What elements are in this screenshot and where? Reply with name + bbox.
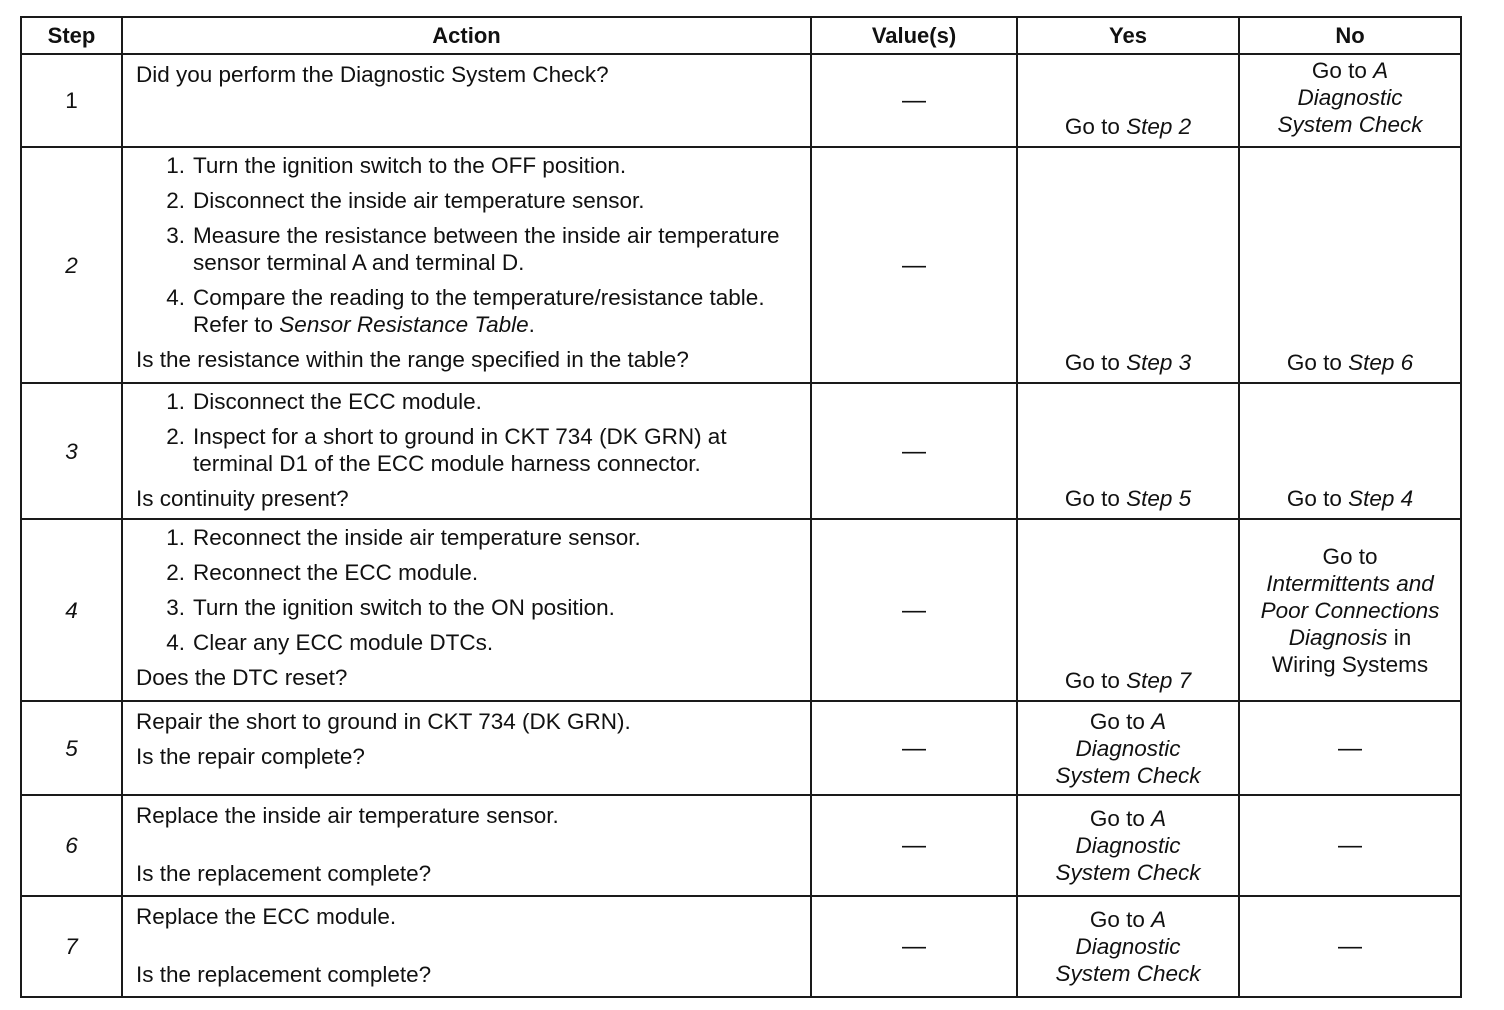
no-cell [1239,519,1461,701]
action-cell [122,54,811,147]
no-plain: Go to [1286,486,1349,511]
action-cell [122,519,811,701]
reference-link: Sensor Resistance Table [279,312,529,337]
action-text: Replace the ECC module. [136,904,397,929]
yes-cell [1017,795,1239,896]
list-item [136,388,802,415]
item-text-plain: Compare the reading to the temperature/resistance table. Refer to [193,285,765,337]
yes-link: A Diagnostic System Check [1055,907,1201,986]
value-cell: — [811,701,1017,795]
item-text: Clear any ECC module DTCs. [193,630,494,655]
action-text: Did you perform the Diagnostic System Check? [136,62,609,87]
no-cell [1239,383,1461,519]
table-row [21,147,1461,383]
action-question: Is continuity present? [136,486,349,511]
yes-cell [1017,147,1239,383]
no-link: Step 6 [1348,350,1414,375]
action-list [136,152,802,338]
no-plain: Go to [1311,58,1374,83]
item-number: 4. [166,285,185,310]
step-number: 7 [21,896,122,997]
yes-cell [1017,54,1239,147]
item-number: 4. [166,630,185,655]
header-yes: Yes [1017,17,1239,54]
no-cell [1239,54,1461,147]
item-text-end: . [528,312,535,337]
step-number: 3 [21,383,122,519]
list-item [136,423,802,477]
yes-cell [1017,383,1239,519]
header-no: No [1239,17,1461,54]
list-item [136,152,802,179]
action-question: Is the replacement complete? [136,962,432,987]
yes-plain: Go to [1089,708,1152,734]
action-text: Replace the inside air temperature sensor. [136,803,559,828]
header-values: Value(s) [811,17,1017,54]
action-question: Does the DTC reset? [136,665,348,690]
action-question: Is the resistance within the range specified in the table? [136,347,689,372]
yes-link: A Diagnostic System Check [1055,806,1201,885]
table-row [21,896,1461,997]
list-item [136,629,802,656]
yes-link: Step 7 [1126,668,1192,693]
no-plain: Go to [1322,543,1378,569]
table-row [21,701,1461,795]
step-number: 5 [21,701,122,795]
step-number: 6 [21,795,122,896]
step-number: 1 [21,54,122,147]
list-item [136,559,802,586]
action-question: Is the replacement complete? [136,861,432,886]
yes-cell [1017,896,1239,997]
no-cell [1239,147,1461,383]
action-list [136,388,802,477]
table-row [21,795,1461,896]
action-text: Repair the short to ground in CKT 734 (DK GRN). [136,709,631,734]
yes-plain: Go to [1064,486,1127,511]
item-number: 2. [166,424,185,449]
yes-cell [1017,701,1239,795]
diagnostic-table [20,16,1462,998]
header-step: Step [21,17,122,54]
value-cell: — [811,54,1017,147]
item-text: Reconnect the inside air temperature sensor. [193,525,641,550]
no-cell: — [1239,896,1461,997]
yes-plain: Go to [1089,806,1152,831]
item-text: Turn the ignition switch to the OFF position. [193,153,627,178]
table-row [21,383,1461,519]
action-wrap [136,802,802,887]
item-text: Disconnect the inside air temperature sensor. [193,188,645,213]
list-item [136,284,802,338]
yes-link: Step 3 [1126,350,1192,375]
yes-plain: Go to [1064,114,1127,139]
item-number: 1. [166,153,185,178]
step-number: 2 [21,147,122,383]
value-cell: — [811,795,1017,896]
table-row [21,54,1461,147]
item-number: 1. [166,525,185,550]
no-cell: — [1239,701,1461,795]
header-row [21,17,1461,54]
item-text [193,284,802,338]
list-item [136,187,802,214]
action-wrap [136,903,802,988]
table-row [21,519,1461,701]
yes-plain: Go to [1064,668,1127,693]
yes-plain: Go to [1064,350,1127,375]
item-number: 2. [166,560,185,585]
value-cell: — [811,147,1017,383]
action-cell [122,147,811,383]
action-list [136,524,802,656]
action-cell [122,795,811,896]
item-text: Turn the ignition switch to the ON position. [193,595,615,620]
yes-plain: Go to [1089,907,1152,932]
step-number: 4 [21,519,122,701]
item-number: 3. [166,223,185,248]
no-plain: Go to [1286,350,1349,375]
no-link: Step 4 [1348,486,1414,511]
header-action: Action [122,17,811,54]
item-text: Reconnect the ECC module. [193,560,479,585]
no-cell: — [1239,795,1461,896]
item-text: Measure the resistance between the inside air temperature sensor terminal A and terminal D. [193,223,780,275]
yes-link: Step 5 [1126,486,1192,511]
no-link: A Diagnostic System Check [1277,58,1423,137]
item-text: Inspect for a short to ground in CKT 734 (DK GRN) at terminal D1 of the ECC module harness connector. [193,424,727,476]
item-text: Disconnect the ECC module. [193,389,482,414]
item-number: 1. [166,389,185,414]
value-cell: — [811,896,1017,997]
value-cell: — [811,383,1017,519]
no-text-end: in Wiring Systems [1271,624,1429,677]
action-question: Is the repair complete? [136,744,365,769]
list-item [136,594,802,621]
yes-link: A Diagnostic System Check [1055,708,1201,788]
yes-link: Step 2 [1126,114,1192,139]
action-cell [122,701,811,795]
item-number: 2. [166,188,185,213]
value-cell: — [811,519,1017,701]
action-cell [122,896,811,997]
list-item [136,222,802,276]
item-number: 3. [166,595,185,620]
action-cell [122,383,811,519]
no-link: Intermittents and Poor Connections Diagnosis [1260,570,1440,650]
yes-cell [1017,519,1239,701]
list-item [136,524,802,551]
